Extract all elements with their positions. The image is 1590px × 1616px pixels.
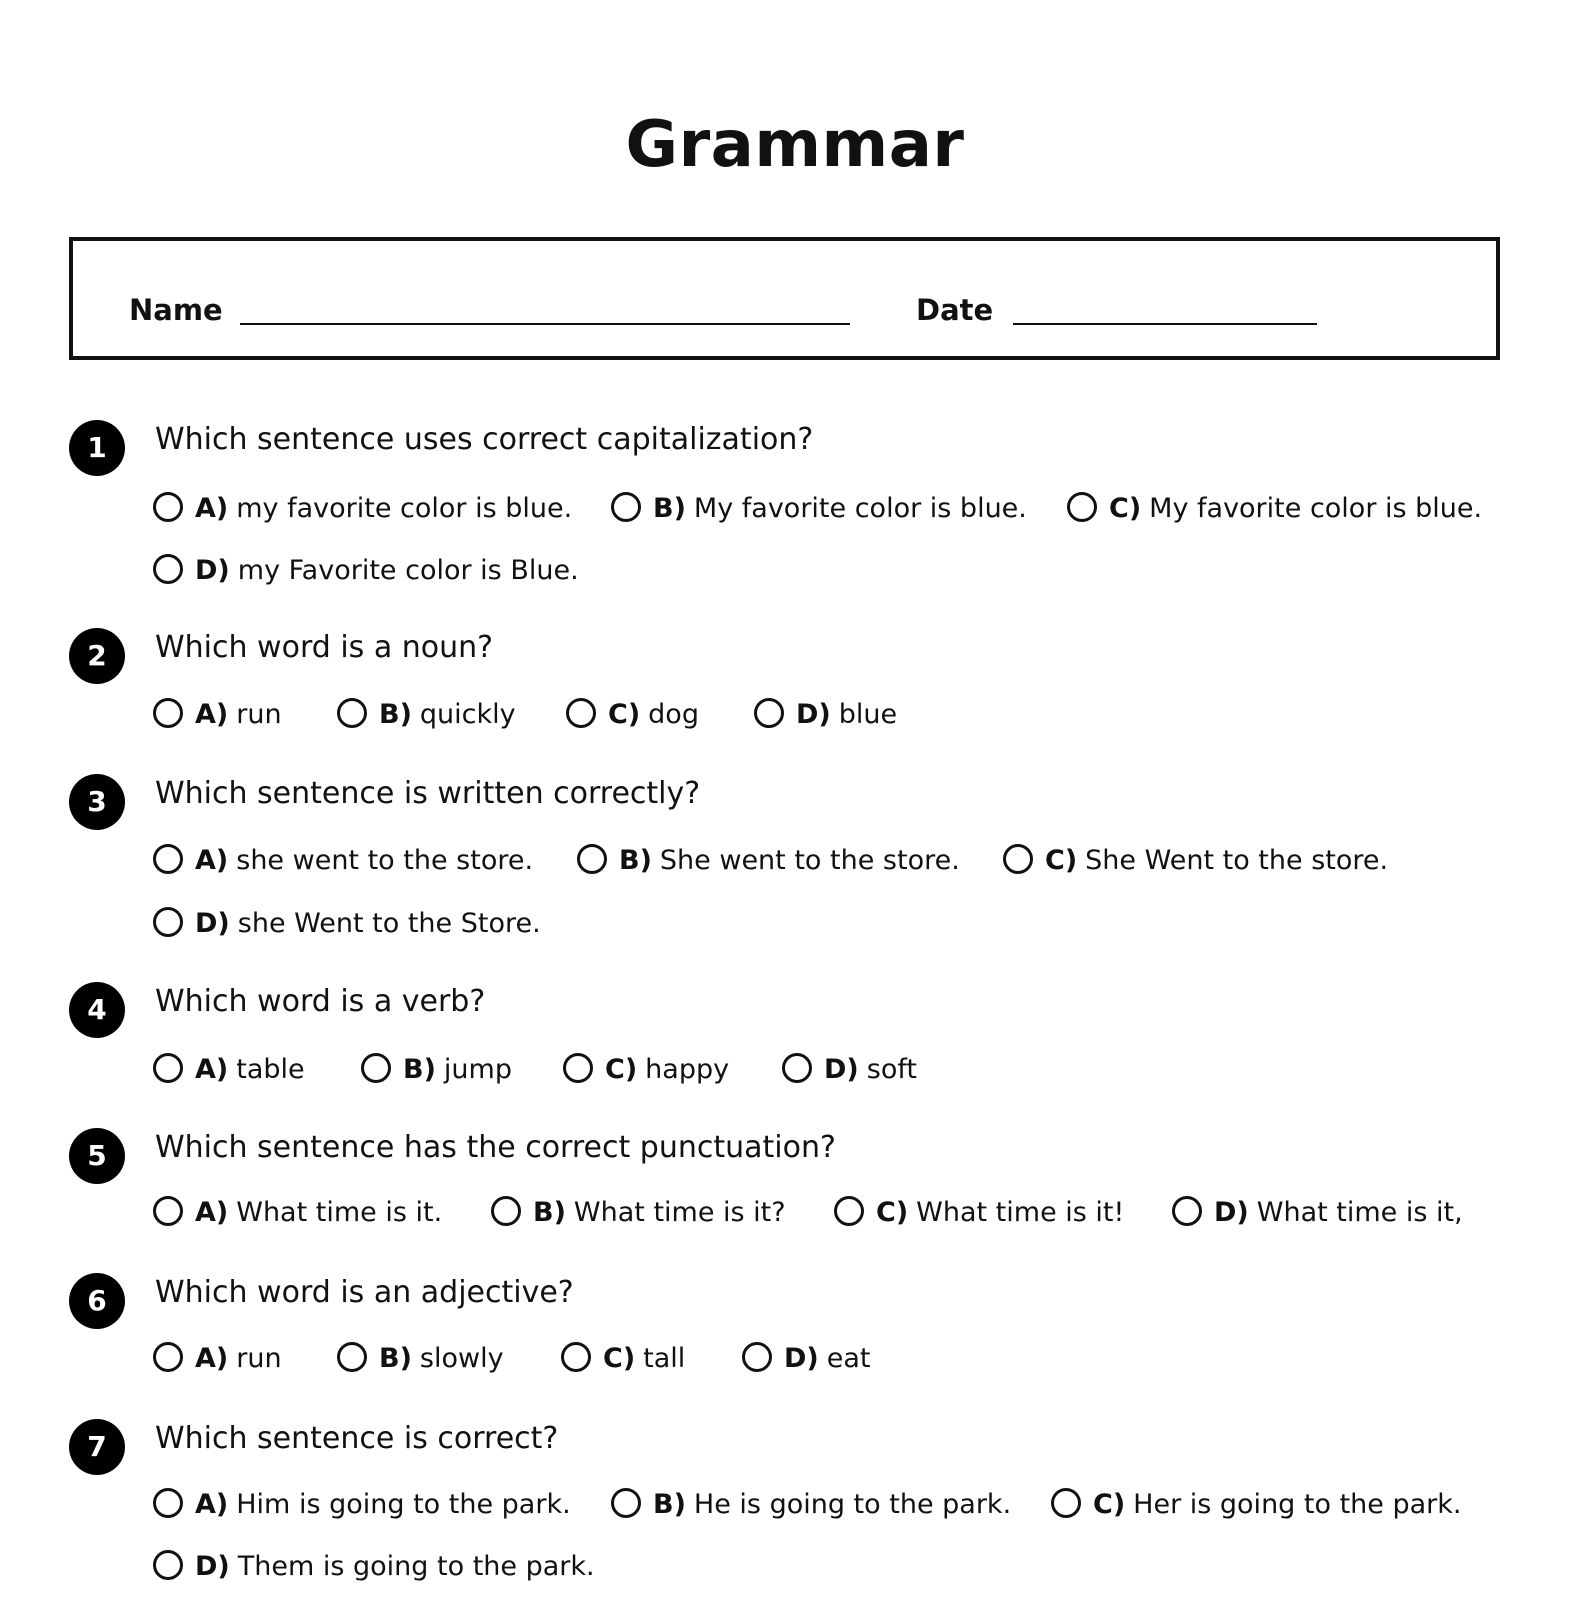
- option-letter: A): [195, 1197, 229, 1228]
- option-letter: D): [195, 1551, 230, 1582]
- option-text: Him is going to the park.: [236, 1489, 571, 1520]
- radio-circle-icon[interactable]: [611, 492, 641, 522]
- radio-circle-icon[interactable]: [577, 844, 607, 874]
- radio-circle-icon[interactable]: [153, 698, 183, 728]
- option-text: happy: [645, 1054, 730, 1085]
- question-text: Which word is a verb?: [155, 984, 486, 1019]
- option-letter: A): [195, 699, 229, 730]
- option-text: jump: [443, 1054, 512, 1085]
- radio-circle-icon[interactable]: [337, 1342, 367, 1372]
- option-text: my Favorite color is Blue.: [237, 555, 579, 586]
- question-number-badge: 2: [69, 628, 125, 684]
- option-letter: A): [195, 1343, 229, 1374]
- radio-circle-icon[interactable]: [153, 844, 183, 874]
- option-letter: B): [379, 1343, 412, 1374]
- option-c[interactable]: [1051, 1488, 1461, 1522]
- question-number-badge: 5: [69, 1128, 125, 1184]
- radio-circle-icon[interactable]: [153, 554, 183, 584]
- question-number-badge: 1: [69, 420, 125, 476]
- radio-circle-icon[interactable]: [361, 1053, 391, 1083]
- option-letter: B): [533, 1197, 566, 1228]
- question-number-badge: 3: [69, 774, 125, 830]
- question-number-badge: 4: [69, 982, 125, 1038]
- option-a[interactable]: [153, 1342, 282, 1376]
- option-letter: C): [1093, 1489, 1126, 1520]
- option-a[interactable]: [153, 1196, 442, 1230]
- option-text: My favorite color is blue.: [693, 493, 1027, 524]
- option-letter: D): [195, 908, 230, 939]
- option-letter: C): [1109, 493, 1142, 524]
- option-letter: B): [379, 699, 412, 730]
- radio-circle-icon[interactable]: [153, 1550, 183, 1580]
- page-title: Grammar: [625, 108, 965, 182]
- radio-circle-icon[interactable]: [834, 1196, 864, 1226]
- option-text: my favorite color is blue.: [236, 493, 573, 524]
- option-letter: A): [195, 845, 229, 876]
- option-text: she Went to the Store.: [237, 908, 541, 939]
- radio-circle-icon[interactable]: [563, 1053, 593, 1083]
- question-text: Which word is an adjective?: [155, 1275, 574, 1310]
- option-b[interactable]: [611, 1488, 1011, 1522]
- option-text: dog: [648, 699, 699, 730]
- option-d[interactable]: [153, 1550, 595, 1584]
- option-letter: D): [195, 555, 230, 586]
- option-c[interactable]: [561, 1342, 685, 1376]
- option-a[interactable]: [153, 1488, 571, 1522]
- option-c[interactable]: [834, 1196, 1124, 1230]
- radio-circle-icon[interactable]: [153, 1342, 183, 1372]
- radio-circle-icon[interactable]: [153, 492, 183, 522]
- name-label: Name: [129, 293, 223, 327]
- option-text: tall: [643, 1343, 686, 1374]
- radio-circle-icon[interactable]: [153, 1488, 183, 1518]
- option-text: quickly: [419, 699, 516, 730]
- radio-circle-icon[interactable]: [337, 698, 367, 728]
- option-d[interactable]: [742, 1342, 871, 1376]
- option-text: Them is going to the park.: [237, 1551, 595, 1582]
- option-letter: A): [195, 1489, 229, 1520]
- radio-circle-icon[interactable]: [561, 1342, 591, 1372]
- option-text: She went to the store.: [659, 845, 960, 876]
- option-letter: B): [653, 493, 686, 524]
- radio-circle-icon[interactable]: [782, 1053, 812, 1083]
- option-text: What time is it?: [573, 1197, 786, 1228]
- option-d[interactable]: [153, 907, 541, 941]
- option-a[interactable]: [153, 1053, 305, 1087]
- option-letter: B): [403, 1054, 436, 1085]
- option-text: My favorite color is blue.: [1149, 493, 1483, 524]
- option-c[interactable]: [1003, 844, 1388, 878]
- option-c[interactable]: [563, 1053, 729, 1087]
- option-text: She Went to the store.: [1085, 845, 1389, 876]
- option-text: soft: [866, 1054, 917, 1085]
- radio-circle-icon[interactable]: [754, 698, 784, 728]
- name-date-box: [69, 237, 1500, 360]
- question-text: Which sentence is written correctly?: [155, 776, 701, 811]
- radio-circle-icon[interactable]: [611, 1488, 641, 1518]
- option-b[interactable]: [491, 1196, 786, 1230]
- option-text: slowly: [419, 1343, 504, 1374]
- question-text: Which sentence uses correct capitalization?: [155, 422, 814, 457]
- date-label: Date: [916, 293, 994, 327]
- option-text: What time is it.: [236, 1197, 443, 1228]
- option-letter: D): [824, 1054, 859, 1085]
- option-text: she went to the store.: [236, 845, 534, 876]
- radio-circle-icon[interactable]: [566, 698, 596, 728]
- option-text: eat: [826, 1343, 871, 1374]
- option-a[interactable]: [153, 844, 533, 878]
- question-number-badge: 6: [69, 1273, 125, 1329]
- option-b[interactable]: [337, 1342, 504, 1376]
- question-text: Which word is a noun?: [155, 630, 494, 665]
- option-a[interactable]: [153, 492, 572, 526]
- option-letter: A): [195, 493, 229, 524]
- radio-circle-icon[interactable]: [1003, 844, 1033, 874]
- option-letter: D): [784, 1343, 819, 1374]
- option-text: What time is it,: [1256, 1197, 1463, 1228]
- radio-circle-icon[interactable]: [1051, 1488, 1081, 1518]
- option-text: He is going to the park.: [693, 1489, 1012, 1520]
- radio-circle-icon[interactable]: [153, 1196, 183, 1226]
- radio-circle-icon[interactable]: [153, 907, 183, 937]
- radio-circle-icon[interactable]: [1172, 1196, 1202, 1226]
- option-letter: B): [619, 845, 652, 876]
- option-d[interactable]: [754, 698, 897, 732]
- question-text: Which sentence has the correct punctuation?: [155, 1130, 836, 1165]
- option-text: table: [236, 1054, 305, 1085]
- option-text: blue: [838, 699, 898, 730]
- radio-circle-icon[interactable]: [742, 1342, 772, 1372]
- option-letter: C): [605, 1054, 638, 1085]
- radio-circle-icon[interactable]: [491, 1196, 521, 1226]
- question-number-badge: 7: [69, 1419, 125, 1475]
- date-field[interactable]: [1013, 323, 1317, 325]
- option-letter: C): [603, 1343, 636, 1374]
- option-c[interactable]: [1067, 492, 1482, 526]
- option-a[interactable]: [153, 698, 282, 732]
- option-letter: D): [1214, 1197, 1249, 1228]
- option-b[interactable]: [611, 492, 1027, 526]
- option-text: run: [236, 1343, 282, 1374]
- option-letter: D): [796, 699, 831, 730]
- option-letter: C): [1045, 845, 1078, 876]
- name-field[interactable]: [240, 323, 850, 325]
- option-d[interactable]: [153, 554, 579, 588]
- option-d[interactable]: [1172, 1196, 1463, 1230]
- option-d[interactable]: [782, 1053, 917, 1087]
- option-text: What time is it!: [916, 1197, 1125, 1228]
- option-letter: B): [653, 1489, 686, 1520]
- option-letter: C): [876, 1197, 909, 1228]
- option-b[interactable]: [577, 844, 960, 878]
- radio-circle-icon[interactable]: [1067, 492, 1097, 522]
- option-text: Her is going to the park.: [1133, 1489, 1462, 1520]
- question-text: Which sentence is correct?: [155, 1421, 559, 1456]
- option-text: run: [236, 699, 282, 730]
- radio-circle-icon[interactable]: [153, 1053, 183, 1083]
- option-b[interactable]: [361, 1053, 512, 1087]
- option-b[interactable]: [337, 698, 516, 732]
- option-letter: A): [195, 1054, 229, 1085]
- option-letter: C): [608, 699, 641, 730]
- option-c[interactable]: [566, 698, 699, 732]
